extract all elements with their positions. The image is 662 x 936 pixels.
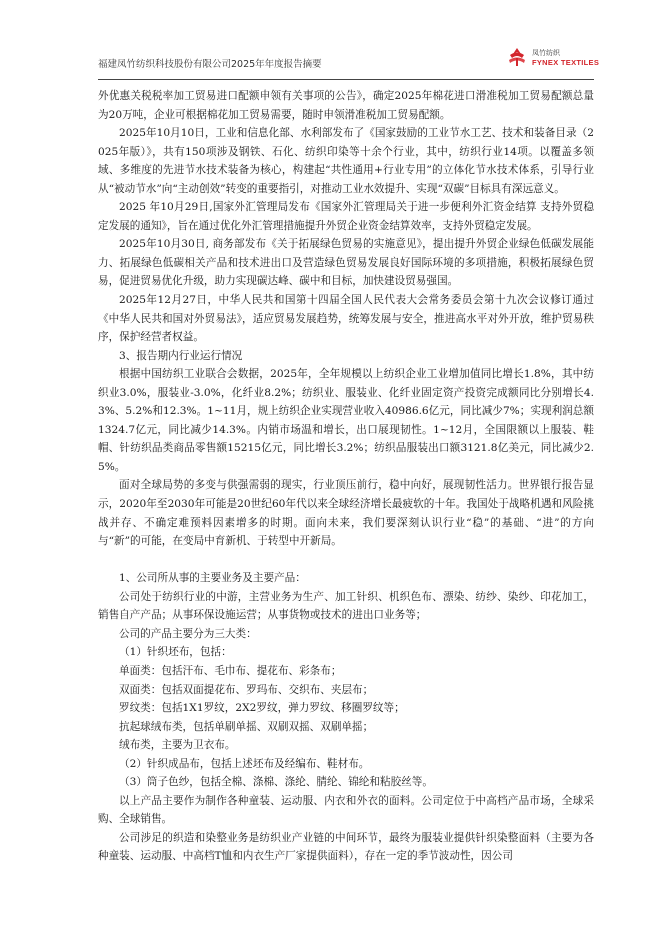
- paragraph: 外优惠关税税率加工贸易进口配额申领有关事项的公告》，确定2025年棉花进口滑准税加工贸易配额总量为20万吨，企业可根据棉花加工贸易需要，随时申领滑准税加工贸易配额。: [98, 90, 594, 121]
- header-divider: [98, 79, 594, 80]
- logo-chinese-name: 凤竹纺织: [532, 49, 560, 57]
- paragraph: 2025 年10月29日,国家外汇管理局发布《国家外汇管理局关于进一步便利外汇资金结算 支持外贸稳定发展的通知》，旨在通过优化外汇管理措施提升外贸企业资金结算效率，支持外贸稳定发展。: [98, 201, 594, 232]
- paragraph: 面对全球局势的多变与供强需弱的现实，行业顶压前行，稳中向好，展现韧性活力。世界银行报告显示，2020年至2030年可能是20世纪60年代以来全球经济增长最疲软的十年。我国处于战略机遇和风险挑战并存、不确定难预料因素增多的时期。面向未来，我们要深刻认识行业“稳”的基础、“进”的方向与“新”的可能，在变局中育新机、于转型中开新局。: [98, 479, 594, 548]
- list-item: 双面类：包括双面提花布、罗玛布、交织布、夹层布；: [119, 683, 374, 696]
- fynex-logo-icon: [506, 46, 528, 68]
- paragraph: 公司的产品主要分为三大类：: [119, 627, 257, 640]
- list-item: （2）针织成品布，包括上述坯布及经编布、鞋材布。: [119, 757, 370, 770]
- list-item: 单面类：包括汗布、毛巾布、提花布、彩条布；: [119, 664, 342, 677]
- paragraph: 公司处于纺织行业的中游，主营业务为生产、加工针织、机织色布、漂染、纺纱、染纱、印花加工，销售自产产品；从事环保设施运营；从事货物或技术的进出口业务等；: [98, 590, 594, 622]
- paragraph: 根据中国纺织工业联合会数据，2025年，全年规模以上纺织企业工业增加值同比增长1.8%，其中纺织业3.0%，服装业-3.0%，化纤业8.2%；纺织业、服装业、化纤业固定资产投资完成额同比分别增长4.3%、5.2%和12.3%。1~11月，规上纺织企业实现营业收入40986.6亿元，同比减少7%；实现利润总额1324.7亿元，同比减少14.3%。内销市场温和增长，出口展现韧性。1~12月，全国限额以上服装、鞋帽、针纺织品类商品零售额15215亿元，同比增长3.2%；纺织品服装出口额3121.8亿美元，同比减少2.5%。: [98, 368, 594, 473]
- company-logo: [502, 44, 600, 74]
- blank-line: [98, 551, 594, 570]
- paragraph: 2025年10月30日, 商务部发布《关于拓展绿色贸易的实施意见》，提出提升外贸企业绿色低碳发展能力、拓展绿色低碳相关产品和技术进出口及营造绿色贸易发展良好国际环境的多项措施，积极拓展绿色贸易，促进贸易优化升级，助力实现碳达峰、碳中和目标，加快建设贸易强国。: [98, 238, 594, 288]
- report-header-title: 福建凤竹纺织科技股份有限公司2025年年度报告摘要: [98, 59, 322, 70]
- section-heading: 1、公司所从事的主要业务及主要产品：: [119, 572, 306, 585]
- logo-english-name: FYNEX TEXTILES: [532, 58, 600, 67]
- list-item: （1）针织坯布，包括：: [119, 646, 232, 659]
- list-item: （3）筒子色纱，包括全棉、涤棉、涤纶、腈纶、锦纶和粘胶丝等。: [119, 776, 433, 789]
- paragraph: 2025年10月10日，工业和信息化部、水利部发布了《国家鼓励的工业节水工艺、技术和装备目录（2025年版）》，共有150项涉及钢铁、石化、纺织印染等十余个行业，其中，纺织行业14项。以覆盖多领域、多维度的先进节水技术装备为核心，构建起“共性通用+行业专用”的立体化节水技术体系，引导行业从“被动节水”向“主动创效”转变的重要指引，对推动工业水效提升、实现“双碳”目标具有深远意义。: [98, 127, 594, 195]
- list-item: 绒布类，主要为卫衣布。: [119, 739, 236, 752]
- paragraph: 以上产品主要作为制作各种童装、运动服、内衣和外衣的面料。公司定位于中高档产品市场，全球采购、全球销售。: [98, 794, 594, 826]
- section-heading: 3、报告期内行业运行情况: [119, 349, 243, 362]
- paragraph: 2025年12月27日，中华人民共和国第十四届全国人民代表大会常务委员会第十九次会议修订通过《中华人民共和国对外贸易法》，适应贸易发展趋势，统筹发展与安全，推进高水平对外开放，维护贸易秩序，保护经营者权益。: [98, 294, 594, 344]
- paragraph: 公司涉足的织造和染整业务是纺织业产业链的中间环节，最终为服装业提供针织染整面料（主要为各种童装、运动服、中高档T恤和内衣生产厂家提供面料），存在一定的季节波动性，因公司: [98, 831, 594, 863]
- report-body: [98, 87, 594, 866]
- list-item: 罗纹类：包括1X1罗纹，2X2罗纹，弹力罗纹、移圈罗纹等；: [119, 702, 405, 715]
- page-header: [98, 44, 600, 78]
- list-item: 抗起球绒布类，包括单刷单摇、双刷双摇、双刷单摇；: [119, 720, 374, 733]
